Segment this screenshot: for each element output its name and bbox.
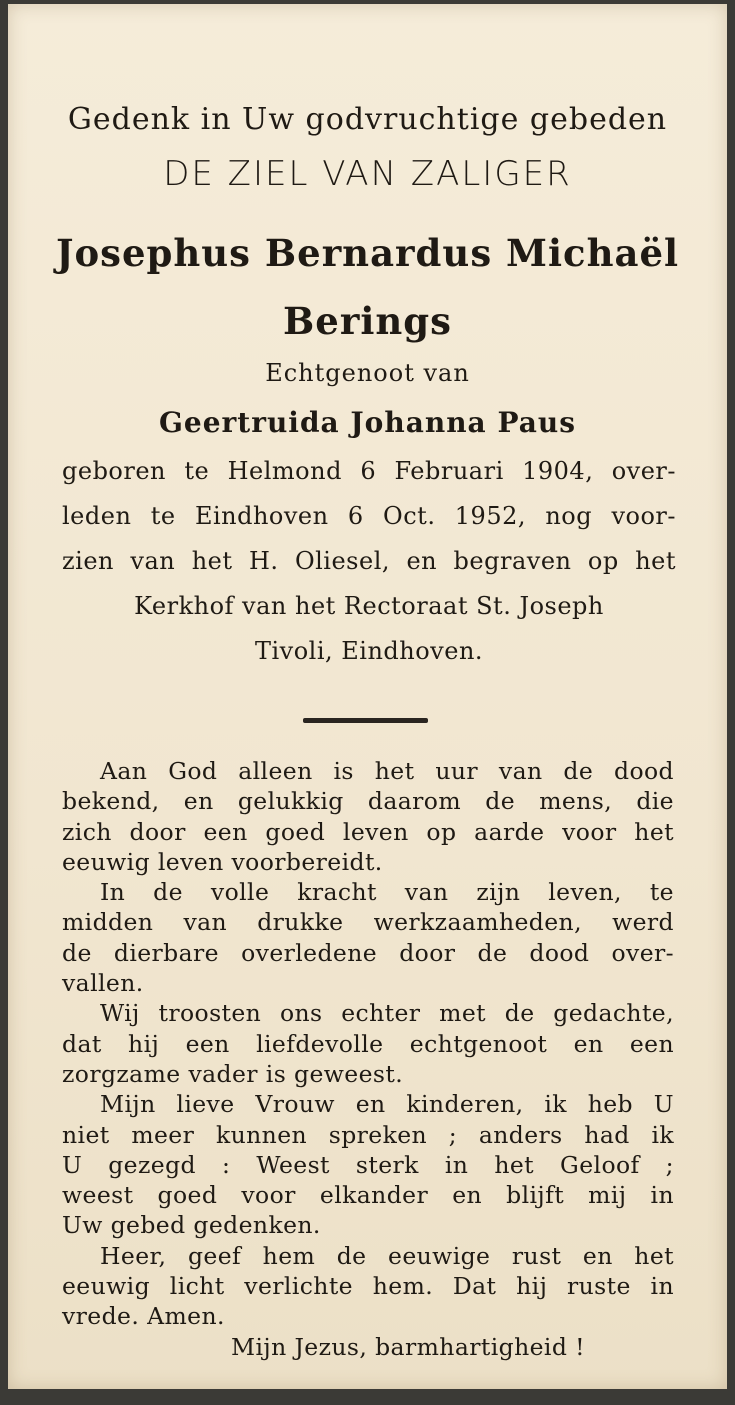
biography-line: Kerkhof van het Rectoraat St. Joseph [134,592,604,620]
text-line: zich door een goed leven op aarde voor het [62,817,674,846]
text-line: eeuwig leven voorbereidt. [62,847,383,876]
text-line: weest goed voor elkander en blijft mij in [62,1181,674,1210]
memorial-card [8,4,727,1389]
spouse-name: Geertruida Johanna Paus [158,406,577,439]
text-line: U gezegd : Weest sterk in het Geloof ; [62,1150,674,1179]
biography-line: leden te Eindhoven 6 Oct. 1952, nog voor- [62,502,676,530]
text-line: Wij troosten ons echter met de gedachte, [100,999,674,1028]
prayer-heading: Gedenk in Uw godvruchtige gebeden [67,102,668,137]
text-line: dat hij een liefdevolle echtgenoot en een [62,1029,674,1058]
text-line: In de volle kracht van zijn leven, te [100,878,674,907]
divider [303,718,428,723]
text-line: bekend, en gelukkig daarom de mens, die [62,787,674,816]
deceased-given-names: Josephus Bernardus Michaël [55,231,680,275]
text-line: Uw gebed gedenken. [62,1211,321,1240]
text-line: vallen. [62,969,144,998]
biography-line: geboren te Helmond 6 Februari 1904, over- [62,457,676,485]
relation-label: Echtgenoot van [265,359,470,387]
text-line: vrede. Amen. [62,1302,225,1331]
text-line: midden van drukke werkzaamheden, werd [62,908,674,937]
text-line: niet meer kunnen spreken ; anders had ik [62,1120,674,1149]
deceased-surname: Berings [283,299,452,343]
closing-invocation: Mijn Jezus, barmhartigheid ! [231,1332,585,1361]
text-line: Mijn lieve Vrouw en kinderen, ik heb U [100,1090,674,1119]
biography [62,449,676,674]
text-line: de dierbare overledene door de dood over- [62,938,674,967]
biography-line: zien van het H. Oliesel, en begraven op het [62,547,676,575]
text-line: Heer, geef hem de eeuwige rust en het [100,1241,674,1270]
memorial-text [62,756,674,1362]
text-line: zorgzame vader is geweest. [62,1059,404,1088]
text-line: Aan God alleen is het uur van de dood [100,757,674,785]
text-line: eeuwig licht verlichte hem. Dat hij ruste in [62,1272,674,1301]
soul-heading: DE ZIEL VAN ZALIGER [163,154,572,194]
biography-line: Tivoli, Eindhoven. [254,637,484,665]
